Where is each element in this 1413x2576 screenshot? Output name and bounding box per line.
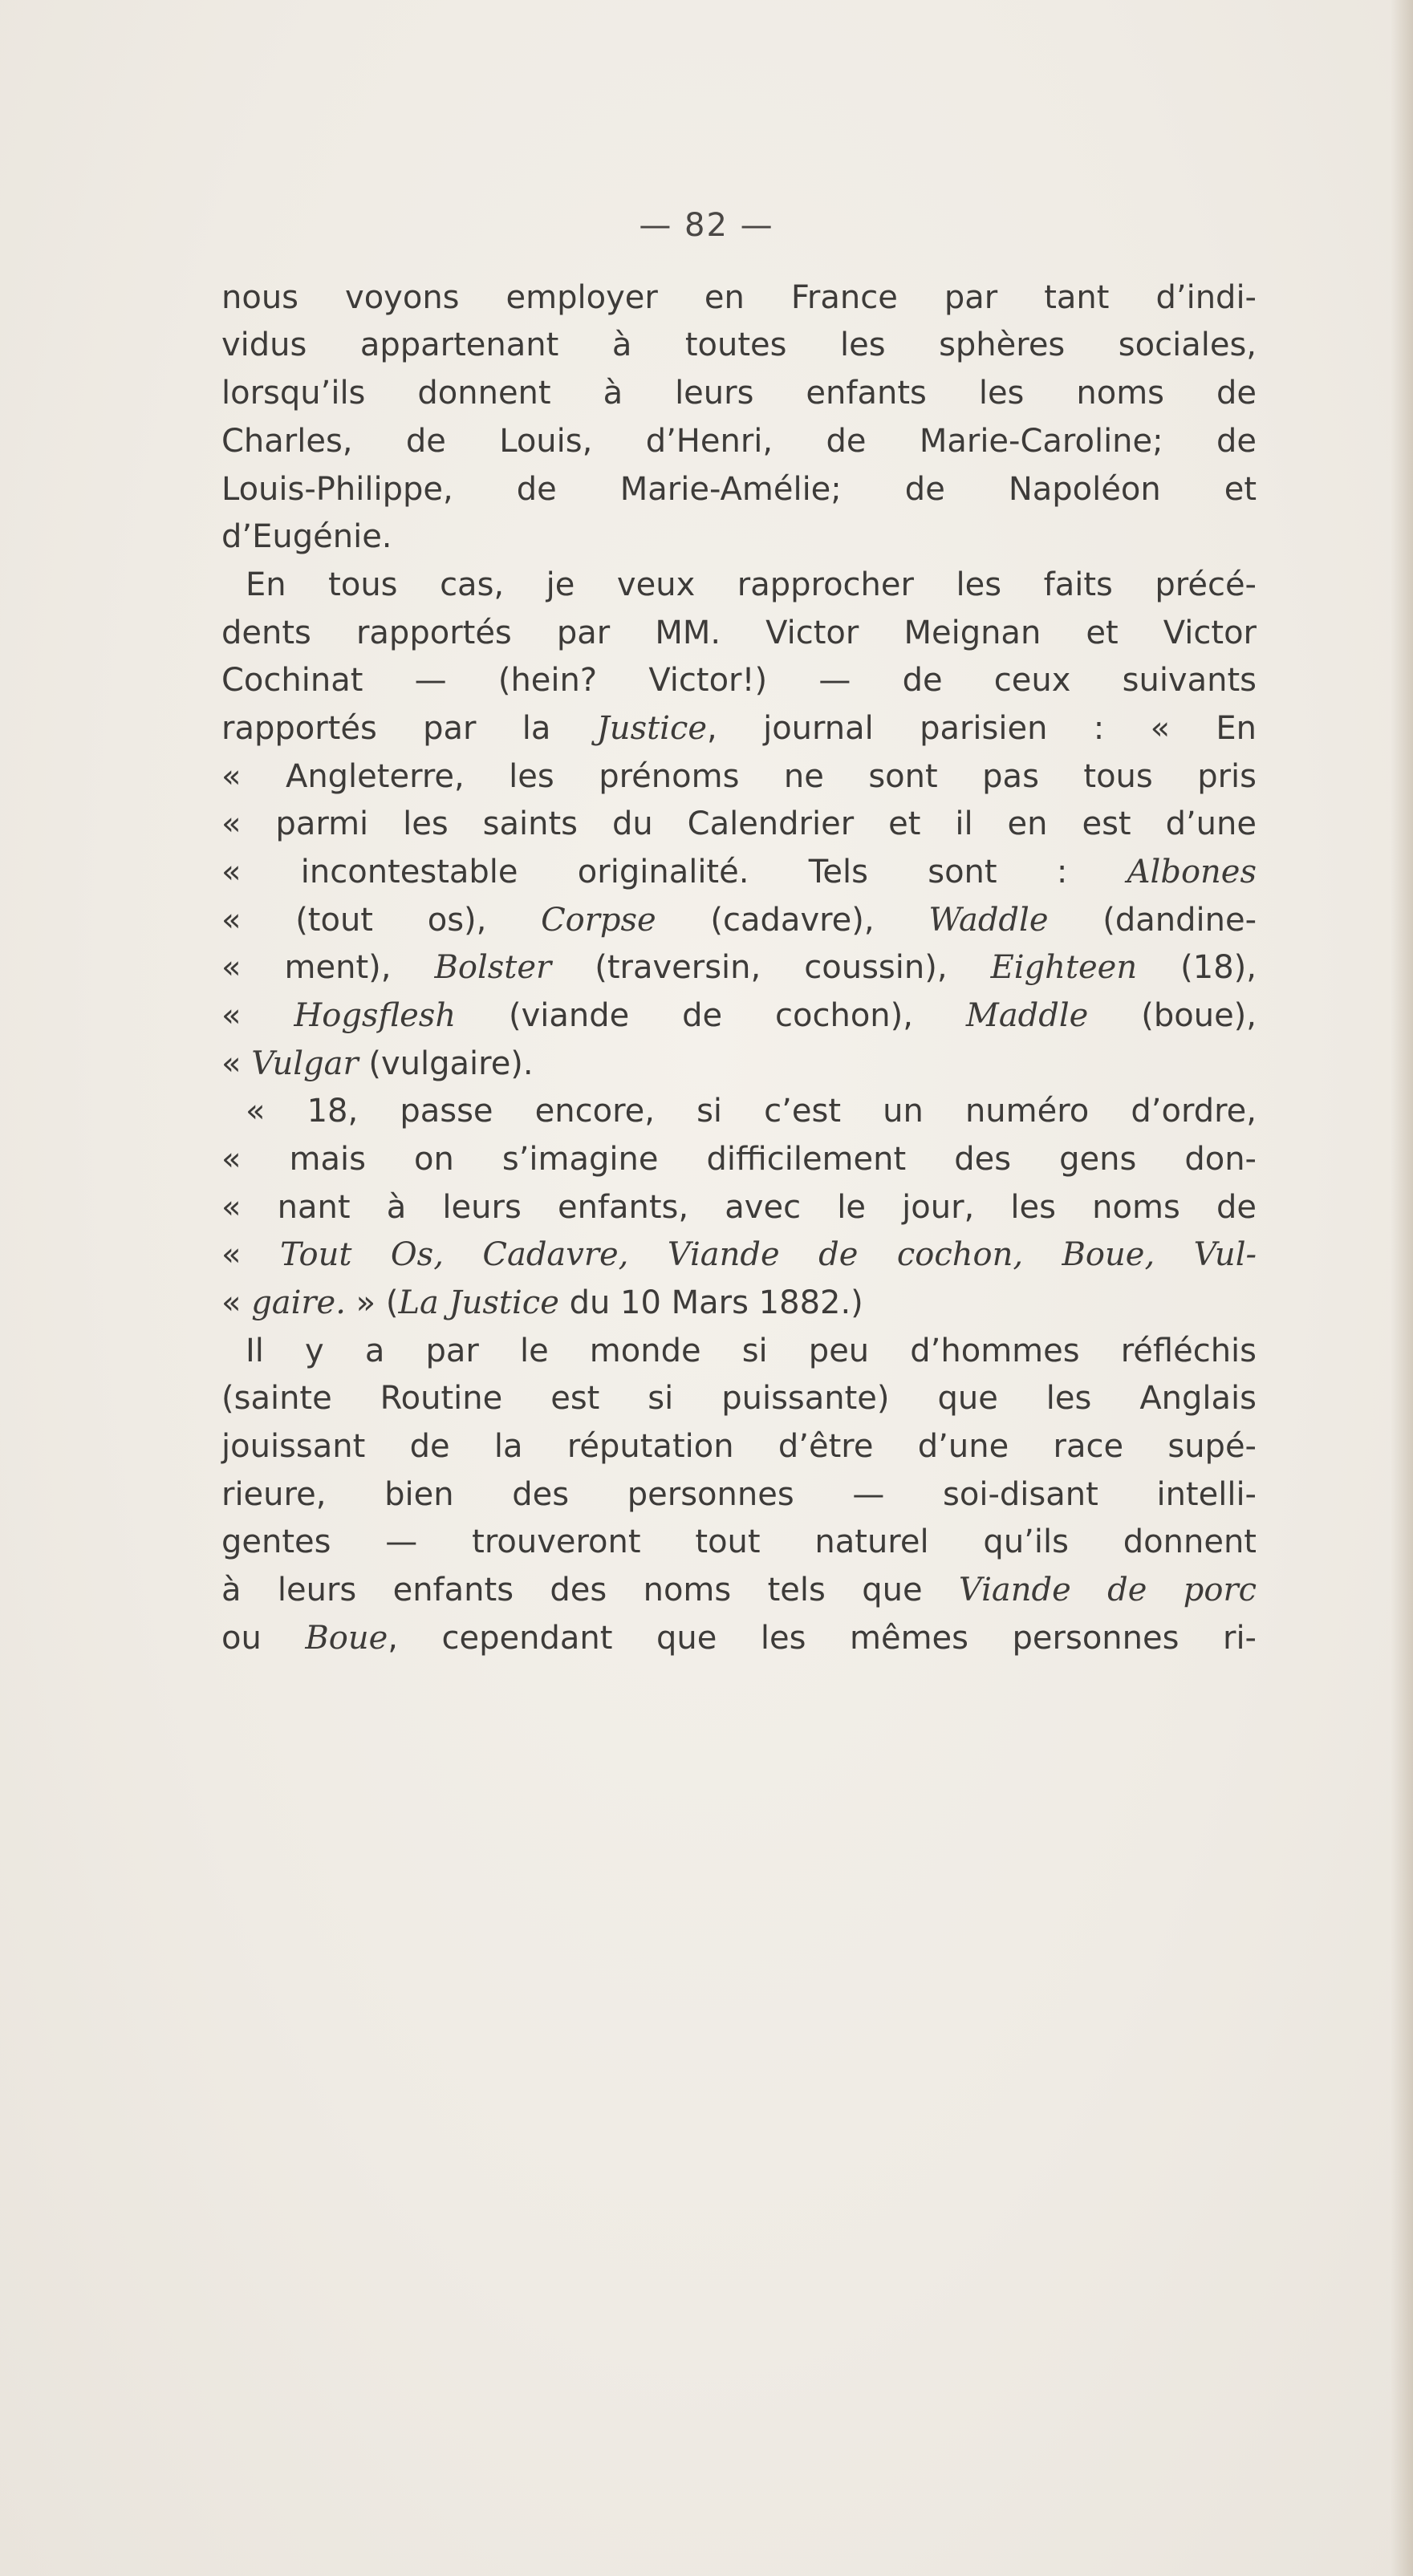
text-line: [221, 467, 1257, 512]
line-text: (18),: [1137, 949, 1257, 986]
text-line: [221, 945, 1257, 990]
text-line: [221, 1568, 1257, 1613]
text-line: [221, 514, 1257, 559]
text-line: [221, 658, 1257, 703]
text-line: [221, 323, 1257, 367]
line-text: «: [221, 1045, 252, 1082]
line-text: nous voyons employer en France par tant d’indi-: [221, 279, 1257, 316]
italic-text: Waddle: [928, 902, 1049, 939]
italic-text: gaire.: [251, 1284, 346, 1321]
line-text: « Angleterre, les prénoms ne sont pas tous pris: [221, 758, 1257, 795]
italic-text: Hogsflesh: [294, 997, 457, 1034]
line-text: Louis-Philippe, de Marie-Amélie; de Napoléon et: [221, 471, 1257, 508]
line-text: vidus appartenant à toutes les sphères sociales,: [221, 327, 1257, 363]
line-text: , cependant que les mêmes personnes ri-: [388, 1620, 1257, 1657]
italic-text: Maddle: [965, 997, 1089, 1034]
line-text: dents rapportés par MM. Victor Meignan et Victor: [221, 615, 1257, 651]
line-text: En tous cas, je veux rapprocher les faits précé-: [246, 566, 1257, 603]
line-text: Il y a par le monde si peu d’hommes réfléchis: [246, 1333, 1257, 1369]
text-line: [221, 1137, 1257, 1182]
line-text: «: [221, 1284, 252, 1321]
line-text: à leurs enfants des noms tels que: [221, 1572, 959, 1608]
page-number: — 82 —: [639, 207, 774, 244]
line-text: ou: [221, 1620, 306, 1657]
line-text: (traversin, coussin),: [551, 949, 991, 986]
italic-text: Tout Os, Cadavre, Viande de cochon, Boue, Vul-: [279, 1236, 1257, 1273]
text-line: [221, 611, 1257, 655]
italic-text: Bolster: [434, 949, 552, 986]
line-text: du 10 Mars 1882.): [558, 1284, 863, 1321]
text-line: [221, 1519, 1257, 1564]
line-text: jouissant de la réputation d’être d’une race supé-: [221, 1428, 1257, 1465]
italic-text: Vulgar: [251, 1045, 359, 1082]
italic-text: Justice: [596, 710, 708, 747]
text-line: [221, 1232, 1257, 1277]
text-line: [221, 1041, 1257, 1086]
line-text: rieure, bien des personnes — soi-disant intelli-: [221, 1476, 1257, 1513]
line-text: (cadavre),: [656, 902, 929, 939]
italic-text: La Justice: [398, 1284, 559, 1321]
text-line: [221, 993, 1257, 1038]
line-text: «: [221, 1236, 280, 1273]
line-text: « nant à leurs enfants, avec le jour, les noms de: [221, 1189, 1257, 1226]
text-line: [221, 801, 1257, 846]
italic-text: Corpse: [541, 902, 656, 939]
line-text: lorsqu’ils donnent à leurs enfants les noms de: [221, 375, 1257, 412]
text-line: [221, 371, 1257, 416]
text-line: [221, 275, 1257, 320]
text-line: [221, 754, 1257, 799]
line-text: rapportés par la: [221, 710, 597, 747]
text-line: [246, 562, 1257, 607]
line-text: «: [221, 997, 294, 1034]
line-text: , journal parisien : « En: [707, 710, 1257, 747]
italic-text: Albones: [1127, 854, 1257, 890]
line-text: Charles, de Louis, d’Henri, de Marie-Caroline; de: [221, 423, 1257, 460]
text-line: [221, 1376, 1257, 1421]
text-line: [221, 1185, 1257, 1230]
text-line: [221, 898, 1257, 943]
text-line: [246, 1089, 1257, 1134]
line-text: (sainte Routine est si puissante) que les Anglais: [221, 1380, 1257, 1417]
line-text: d’Eugénie.: [221, 518, 392, 555]
line-text: (viande de cochon),: [456, 997, 966, 1034]
text-line: [246, 1329, 1257, 1373]
italic-text: Eighteen: [990, 949, 1138, 986]
italic-text: Viande de porc: [958, 1572, 1257, 1608]
line-text: (dandine-: [1048, 902, 1257, 939]
line-text: « incontestable originalité. Tels sont :: [221, 854, 1127, 890]
line-text: (boue),: [1088, 997, 1257, 1034]
line-text: « ment),: [221, 949, 435, 986]
line-text: « 18, passe encore, si c’est un numéro d’ordre,: [246, 1093, 1257, 1130]
line-text: « parmi les saints du Calendrier et il en est d’une: [221, 805, 1257, 842]
line-text: « mais on s’imagine difficilement des gens don-: [221, 1141, 1257, 1178]
text-line: [221, 1424, 1257, 1469]
line-text: Cochinat — (hein? Victor!) — de ceux suivants: [221, 662, 1257, 699]
page-edge-shadow: [1391, 0, 1413, 2576]
text-line: [221, 419, 1257, 464]
text-line: [221, 1280, 1257, 1325]
line-text: gentes — trouveront tout naturel qu’ils donnent: [221, 1523, 1257, 1560]
line-text: « (tout os),: [221, 902, 542, 939]
text-line: [221, 1616, 1257, 1661]
line-text: (vulgaire).: [358, 1045, 534, 1082]
text-line: [221, 850, 1257, 895]
text-line: [221, 1472, 1257, 1517]
italic-text: Boue: [305, 1620, 388, 1657]
line-text: » (: [345, 1284, 399, 1321]
text-line: [221, 706, 1257, 751]
